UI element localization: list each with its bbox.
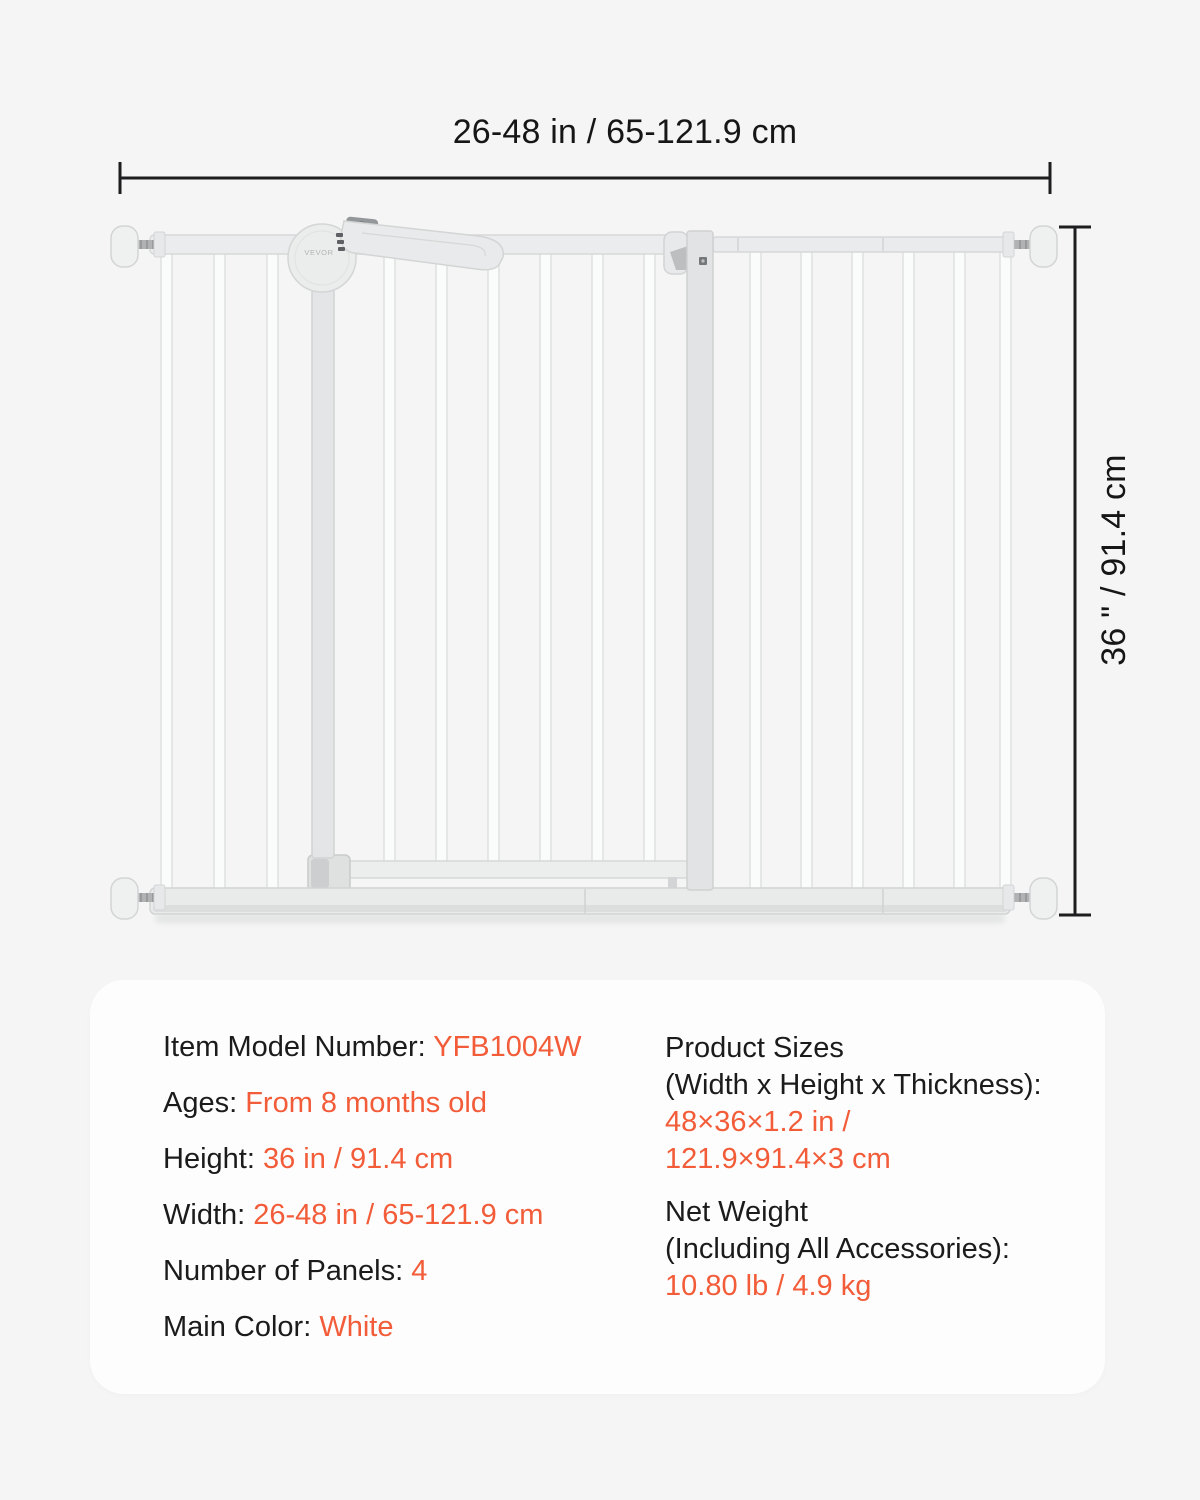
spec-label: Net Weight: [665, 1196, 808, 1228]
width-dimension-line: [120, 162, 1050, 194]
spec-ages: [163, 1086, 582, 1120]
spec-panel: [90, 980, 1105, 1394]
spec-product-sizes: [665, 1030, 1042, 1178]
spec-label: Main Color:: [163, 1311, 320, 1343]
gate-bars-left: [161, 252, 278, 890]
spec-net-weight: [665, 1194, 1042, 1305]
spec-label: Ages:: [163, 1087, 246, 1119]
extension-top-rail: [713, 237, 1010, 252]
door-bottom-rail: [334, 861, 692, 878]
spec-value: 121.9×91.4×3 cm: [665, 1143, 891, 1175]
spec-label: Width:: [163, 1199, 254, 1231]
spec-value: 4: [411, 1255, 428, 1287]
spec-column-right: [665, 1030, 1042, 1305]
spec-value: 26-48 in / 65-121.9 cm: [253, 1199, 544, 1231]
spec-label: Item Model Number:: [163, 1031, 434, 1063]
gate-shadow: [155, 914, 1005, 923]
gate-bars-right: [750, 250, 1011, 890]
spec-value: 10.80 lb / 4.9 kg: [665, 1270, 872, 1302]
latch-catch: [664, 232, 688, 274]
gate-bars-door: [384, 252, 655, 864]
height-dimension-line: [1059, 227, 1091, 915]
spec-value: 48×36×1.2 in /: [665, 1106, 851, 1138]
spec-label: Product Sizes: [665, 1032, 844, 1064]
baby-gate: [111, 216, 1057, 919]
spec-label: Number of Panels:: [163, 1255, 412, 1287]
spec-main-color: [163, 1310, 582, 1344]
spec-height: [163, 1142, 582, 1176]
spec-number-of-panels: [163, 1254, 582, 1288]
spec-label: (Including All Accessories):: [665, 1233, 1010, 1265]
spec-item-model-number: [163, 1030, 582, 1064]
width-dimension-label: 26-48 in / 65-121.9 cm: [452, 113, 798, 151]
brand-logo: VEVOR: [304, 248, 334, 257]
height-dimension-label: 36 " / 91.4 cm: [1095, 454, 1133, 666]
spec-value: 36 in / 91.4 cm: [262, 1143, 454, 1175]
door-handle-post: [312, 262, 334, 858]
spec-value: YFB1004W: [433, 1031, 582, 1063]
center-post: [687, 231, 713, 890]
spec-width: [163, 1198, 582, 1232]
spec-value: White: [319, 1311, 394, 1343]
spec-label: Height:: [163, 1143, 263, 1175]
gate-handle: [336, 216, 503, 269]
door-hinge-inner: [311, 859, 329, 888]
gate-bottom-rail: [150, 888, 1010, 914]
pressure-screw-top-left: [111, 226, 165, 267]
spec-column-left: [163, 1030, 582, 1344]
spec-value: From 8 months old: [245, 1087, 487, 1119]
spec-label: (Width x Height x Thickness):: [665, 1069, 1042, 1101]
